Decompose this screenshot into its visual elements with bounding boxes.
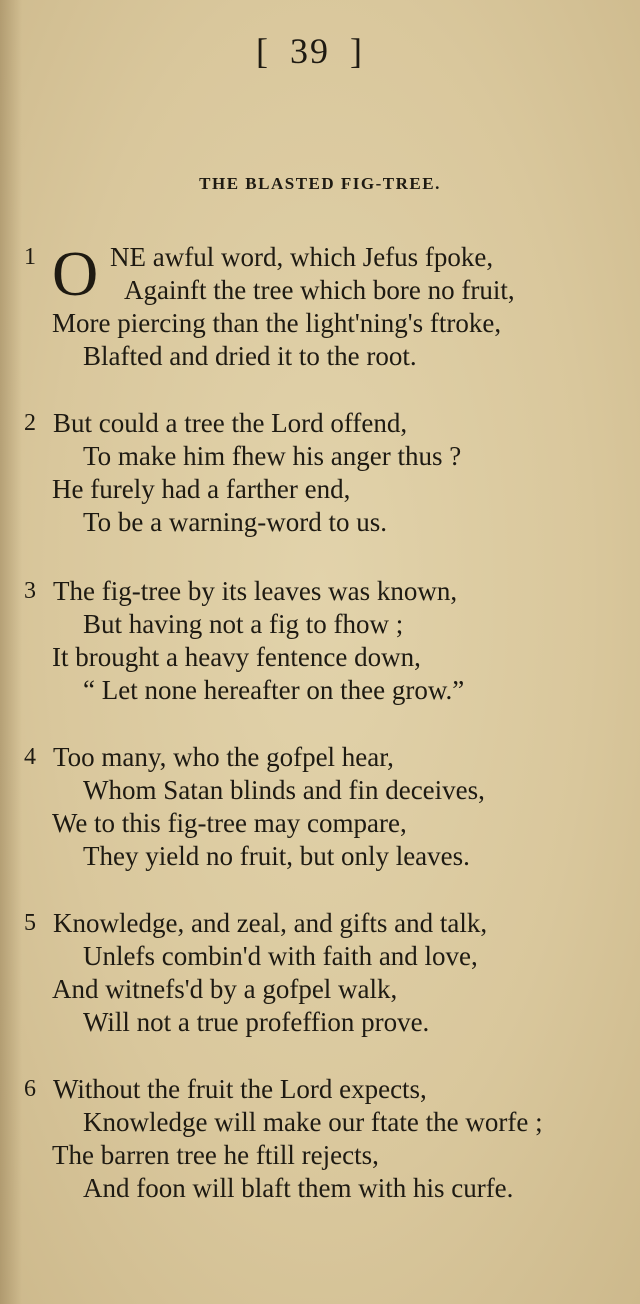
page-number	[0, 30, 620, 72]
verse-line: Knowledge, and zeal, and gifts and talk,	[53, 908, 488, 938]
verse-line: They yield no fruit, but only leaves.	[83, 841, 470, 871]
verse-line: Blafted and dried it to the root.	[83, 341, 417, 371]
page-number-value: 39	[290, 31, 330, 71]
verse-line: We to this fig-tree may compare,	[52, 808, 407, 838]
close-bracket: ]	[350, 31, 364, 71]
verse-number: 3	[24, 578, 36, 604]
verse-line: But having not a fig to fhow ;	[83, 609, 404, 639]
verse-line: Whom Satan blinds and fin deceives,	[83, 775, 485, 805]
verse-line: Againft the tree which bore no fruit,	[124, 275, 515, 305]
verse-line: NE awful word, which Jefus fpoke,	[110, 242, 494, 272]
hymn-title: THE BLASTED FIG-TREE.	[199, 174, 441, 193]
verse-line: More piercing than the light'ning's ftroke,	[52, 308, 502, 338]
verse-line: But could a tree the Lord offend,	[53, 408, 408, 438]
drop-cap: O	[52, 238, 99, 309]
verse-line: Knowledge will make our ftate the worfe ;	[83, 1107, 543, 1137]
verse-line: And foon will blaft them with his curfe.	[83, 1173, 514, 1203]
verse-line: Will not a true profeffion prove.	[83, 1007, 430, 1037]
verse-number: 1	[24, 244, 36, 270]
verse-line: Too many, who the gofpel hear,	[53, 742, 394, 772]
verse-line: Without the fruit the Lord expects,	[53, 1074, 427, 1104]
open-bracket: [	[256, 31, 270, 71]
verse-line: And witnefs'd by a gofpel walk,	[52, 974, 398, 1004]
verse-line: “ Let none hereafter on thee grow.”	[83, 675, 465, 705]
verse-number: 5	[24, 910, 36, 936]
verse-number: 6	[24, 1076, 36, 1102]
verse-line: The fig-tree by its leaves was known,	[53, 576, 458, 606]
verse-number: 2	[24, 410, 36, 436]
verse-line: The barren tree he ftill rejects,	[52, 1140, 379, 1170]
verse-line: Unlefs combin'd with faith and love,	[83, 941, 478, 971]
verse-number: 4	[24, 744, 36, 770]
verse-line: He furely had a farther end,	[52, 474, 351, 504]
verse-line: To be a warning-word to us.	[83, 507, 388, 537]
verse-line: It brought a heavy fentence down,	[52, 642, 421, 672]
verse-line: To make him fhew his anger thus ?	[83, 441, 462, 471]
